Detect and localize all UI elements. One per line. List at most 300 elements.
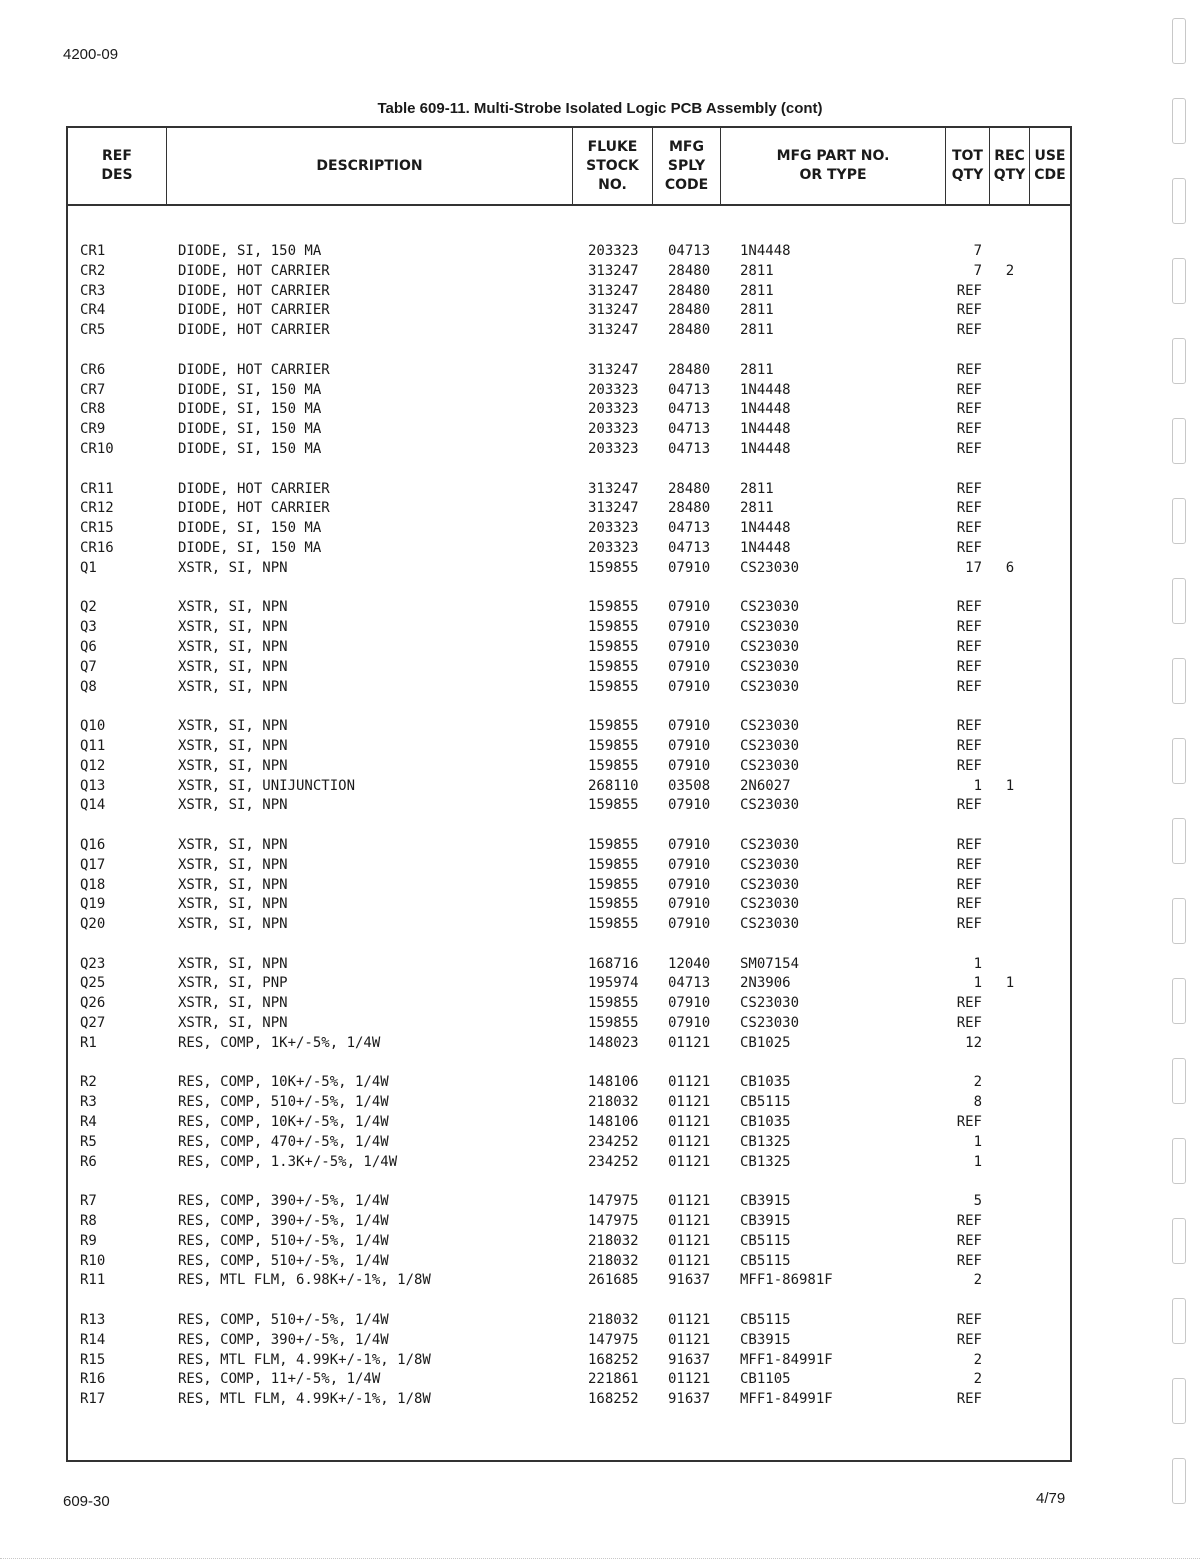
cell-mfg-sply-code: 01121	[668, 1371, 711, 1388]
cell-ref-des: CR3	[80, 282, 106, 299]
header-use-cde: USE CDE	[1034, 148, 1066, 183]
cell-mfg-sply-code: 01121	[668, 1114, 711, 1131]
cell-fluke-stock-no: 195974	[588, 975, 639, 992]
cell-mfg-part-no: 2811	[740, 302, 774, 319]
cell-mfg-part-no: 2811	[740, 282, 774, 299]
header-tot-qty: TOT QTY	[946, 128, 990, 204]
cell-ref-des: CR5	[80, 322, 106, 339]
cell-description: XSTR, SI, NPN	[178, 1015, 288, 1032]
cell-mfg-part-no: CB5115	[740, 1094, 791, 1111]
cell-mfg-part-no: MFF1-84991F	[740, 1351, 833, 1368]
cell-mfg-sply-code: 04713	[668, 381, 711, 398]
cell-mfg-sply-code: 04713	[668, 243, 711, 259]
cell-tot-qty: REF	[956, 995, 982, 1012]
cell-mfg-part-no: CB3915	[740, 1213, 791, 1230]
cell-ref-des: R17	[80, 1391, 106, 1408]
cell-mfg-part-no: CS23030	[740, 737, 800, 754]
cell-tot-qty: REF	[956, 797, 982, 814]
cell-tot-qty: REF	[956, 718, 982, 735]
cell-mfg-part-no: CS23030	[740, 757, 800, 774]
cell-description: RES, COMP, 390+/-5%, 1/4W	[178, 1213, 389, 1230]
cell-mfg-part-no: CB1025	[740, 1034, 791, 1051]
cell-mfg-sply-code: 28480	[668, 282, 711, 299]
cell-ref-des: CR6	[80, 361, 106, 378]
cell-tot-qty: REF	[956, 480, 982, 497]
cell-fluke-stock-no: 234252	[588, 1133, 639, 1150]
cell-mfg-sply-code: 04713	[668, 421, 711, 438]
table-row	[68, 974, 1070, 994]
cell-fluke-stock-no: 218032	[588, 1232, 639, 1249]
cell-ref-des: R16	[80, 1371, 106, 1388]
cell-description: XSTR, SI, UNIJUNCTION	[178, 777, 356, 794]
cell-ref-des: R2	[80, 1074, 97, 1091]
cell-mfg-part-no: CS23030	[740, 836, 800, 853]
cell-mfg-part-no: 2811	[740, 480, 774, 497]
cell-tot-qty: 1	[973, 955, 982, 972]
cell-tot-qty: REF	[956, 638, 982, 655]
cell-description: DIODE, HOT CARRIER	[178, 480, 330, 497]
cell-mfg-sply-code: 07910	[668, 757, 711, 774]
cell-ref-des: R14	[80, 1331, 106, 1348]
table-header	[68, 128, 1070, 206]
cell-mfg-sply-code: 07910	[668, 856, 711, 873]
cell-tot-qty: REF	[956, 1213, 982, 1230]
cell-fluke-stock-no: 268110	[588, 777, 639, 794]
cell-mfg-sply-code: 07910	[668, 678, 711, 695]
cell-tot-qty: REF	[956, 1312, 982, 1329]
cell-fluke-stock-no: 203323	[588, 381, 639, 398]
cell-mfg-part-no: 2811	[740, 500, 774, 517]
table-row	[68, 400, 1070, 420]
table-row	[68, 658, 1070, 678]
cell-ref-des: Q23	[80, 955, 106, 972]
table-row	[68, 1212, 1070, 1232]
cell-fluke-stock-no: 313247	[588, 282, 639, 299]
cell-description: XSTR, SI, NPN	[178, 876, 288, 893]
cell-tot-qty: REF	[956, 1252, 982, 1269]
cell-mfg-sply-code: 91637	[668, 1272, 711, 1289]
cell-fluke-stock-no: 159855	[588, 896, 639, 913]
cell-fluke-stock-no: 159855	[588, 599, 639, 616]
cell-mfg-part-no: 1N4448	[740, 421, 791, 438]
cell-fluke-stock-no: 313247	[588, 322, 639, 339]
cell-ref-des: Q3	[80, 619, 97, 636]
cell-mfg-sply-code: 07910	[668, 896, 711, 913]
cell-fluke-stock-no: 148106	[588, 1114, 639, 1131]
cell-rec-qty: 1	[1005, 777, 1015, 794]
table-row	[68, 1271, 1070, 1291]
cell-description: RES, COMP, 470+/-5%, 1/4W	[178, 1133, 389, 1150]
cell-mfg-part-no: 2811	[740, 262, 774, 279]
table-row	[68, 499, 1070, 519]
cell-fluke-stock-no: 159855	[588, 876, 639, 893]
cell-description: XSTR, SI, NPN	[178, 995, 288, 1012]
table-row	[68, 717, 1070, 737]
cell-mfg-sply-code: 01121	[668, 1133, 711, 1150]
cell-fluke-stock-no: 148023	[588, 1034, 639, 1051]
table-row	[68, 1232, 1070, 1252]
table-row	[68, 638, 1070, 658]
cell-tot-qty: REF	[956, 757, 982, 774]
cell-mfg-sply-code: 28480	[668, 302, 711, 319]
cell-ref-des: R4	[80, 1114, 97, 1131]
cell-ref-des: CR11	[80, 480, 114, 497]
cell-tot-qty: 2	[973, 1351, 982, 1368]
table-row	[68, 519, 1070, 539]
cell-fluke-stock-no: 234252	[588, 1153, 639, 1170]
header-mfg-part-no: MFG PART NO. OR TYPE	[721, 128, 946, 204]
cell-ref-des: Q10	[80, 718, 106, 735]
table-row	[68, 1113, 1070, 1133]
cell-mfg-sply-code: 01121	[668, 1094, 711, 1111]
cell-ref-des: Q19	[80, 896, 106, 913]
cell-mfg-part-no: 2N3906	[740, 975, 791, 992]
cell-mfg-sply-code: 01121	[668, 1232, 711, 1249]
cell-mfg-part-no: CB1105	[740, 1371, 791, 1388]
cell-description: DIODE, HOT CARRIER	[178, 361, 330, 378]
cell-rec-qty: 1	[1005, 975, 1015, 992]
cell-description: RES, COMP, 390+/-5%, 1/4W	[178, 1193, 389, 1210]
header-mfg-sply-code: MFG SPLY CODE	[653, 128, 721, 204]
cell-ref-des: CR16	[80, 539, 114, 556]
cell-tot-qty: REF	[956, 836, 982, 853]
cell-mfg-sply-code: 01121	[668, 1213, 711, 1230]
cell-description: RES, MTL FLM, 4.99K+/-1%, 1/8W	[178, 1391, 431, 1408]
cell-ref-des: R1	[80, 1034, 97, 1051]
cell-fluke-stock-no: 168716	[588, 955, 639, 972]
table-row	[68, 361, 1070, 381]
cell-tot-qty: REF	[956, 322, 982, 339]
cell-tot-qty: 1	[973, 1153, 982, 1170]
header-fluke-stock-no: FLUKE STOCK NO.	[573, 128, 653, 204]
cell-ref-des: Q25	[80, 975, 106, 992]
cell-mfg-sply-code: 28480	[668, 480, 711, 497]
document-id: 4200-09	[63, 46, 119, 63]
cell-description: RES, MTL FLM, 4.99K+/-1%, 1/8W	[178, 1351, 431, 1368]
cell-mfg-part-no: CS23030	[740, 658, 800, 675]
cell-mfg-sply-code: 07910	[668, 876, 711, 893]
cell-tot-qty: 2	[973, 1371, 982, 1388]
table-title: Table 609-11. Multi-Strobe Isolated Logic PCB Assembly (cont)	[377, 100, 823, 117]
cell-tot-qty: 5	[973, 1193, 982, 1210]
cell-description: XSTR, SI, NPN	[178, 896, 288, 913]
cell-tot-qty: 1	[973, 975, 982, 992]
cell-mfg-part-no: CB1035	[740, 1074, 791, 1091]
cell-mfg-sply-code: 07910	[668, 599, 711, 616]
cell-ref-des: CR7	[80, 381, 106, 398]
cell-tot-qty: REF	[956, 401, 982, 418]
cell-mfg-sply-code: 91637	[668, 1351, 711, 1368]
cell-mfg-part-no: CB1325	[740, 1133, 791, 1150]
cell-description: XSTR, SI, NPN	[178, 638, 288, 655]
cell-ref-des: Q1	[80, 559, 97, 576]
cell-ref-des: Q7	[80, 658, 97, 675]
cell-fluke-stock-no: 168252	[588, 1391, 639, 1408]
cell-ref-des: CR10	[80, 440, 114, 457]
table-row	[68, 598, 1070, 618]
parts-table	[66, 126, 1072, 1462]
cell-description: DIODE, SI, 150 MA	[178, 520, 322, 537]
cell-mfg-part-no: 1N4448	[740, 440, 791, 457]
cell-mfg-sply-code: 01121	[668, 1153, 711, 1170]
cell-tot-qty: 7	[973, 243, 982, 259]
cell-fluke-stock-no: 159855	[588, 995, 639, 1012]
table-row	[68, 737, 1070, 757]
cell-tot-qty: REF	[956, 856, 982, 873]
cell-description: RES, COMP, 1K+/-5%, 1/4W	[178, 1034, 381, 1051]
cell-mfg-part-no: CS23030	[740, 1015, 800, 1032]
cell-fluke-stock-no: 218032	[588, 1252, 639, 1269]
cell-mfg-sply-code: 07910	[668, 737, 711, 754]
cell-ref-des: R11	[80, 1272, 106, 1289]
table-row	[68, 876, 1070, 896]
cell-ref-des: Q14	[80, 797, 106, 814]
cell-mfg-part-no: CS23030	[740, 638, 800, 655]
cell-ref-des: R5	[80, 1133, 97, 1150]
cell-mfg-part-no: CS23030	[740, 797, 800, 814]
header-description: DESCRIPTION	[167, 128, 573, 204]
table-row	[68, 539, 1070, 559]
table-row	[68, 559, 1070, 579]
cell-ref-des: Q18	[80, 876, 106, 893]
cell-description: DIODE, HOT CARRIER	[178, 282, 330, 299]
cell-ref-des: Q6	[80, 638, 97, 655]
cell-ref-des: R15	[80, 1351, 106, 1368]
cell-fluke-stock-no: 221861	[588, 1371, 639, 1388]
cell-ref-des: Q16	[80, 836, 106, 853]
cell-mfg-sply-code: 07910	[668, 559, 711, 576]
table-row	[68, 282, 1070, 302]
cell-fluke-stock-no: 218032	[588, 1312, 639, 1329]
cell-description: XSTR, SI, NPN	[178, 955, 288, 972]
table-row	[68, 480, 1070, 500]
cell-tot-qty: REF	[956, 500, 982, 517]
cell-mfg-sply-code: 01121	[668, 1193, 711, 1210]
cell-description: RES, COMP, 10K+/-5%, 1/4W	[178, 1114, 389, 1131]
cell-fluke-stock-no: 313247	[588, 480, 639, 497]
table-row	[68, 321, 1070, 341]
cell-mfg-sply-code: 07910	[668, 658, 711, 675]
cell-mfg-sply-code: 07910	[668, 619, 711, 636]
cell-description: XSTR, SI, NPN	[178, 737, 288, 754]
cell-description: XSTR, SI, NPN	[178, 658, 288, 675]
cell-tot-qty: REF	[956, 599, 982, 616]
cell-tot-qty: REF	[956, 737, 982, 754]
cell-description: XSTR, SI, NPN	[178, 678, 288, 695]
cell-description: RES, COMP, 510+/-5%, 1/4W	[178, 1312, 389, 1329]
table-row	[68, 1390, 1070, 1410]
cell-mfg-part-no: 1N4448	[740, 381, 791, 398]
cell-ref-des: R13	[80, 1312, 106, 1329]
cell-tot-qty: 17	[965, 559, 982, 576]
cell-fluke-stock-no: 159855	[588, 559, 639, 576]
cell-description: XSTR, SI, PNP	[178, 975, 288, 992]
cell-mfg-part-no: CB1035	[740, 1114, 791, 1131]
cell-fluke-stock-no: 313247	[588, 302, 639, 319]
cell-fluke-stock-no: 203323	[588, 539, 639, 556]
cell-mfg-part-no: CB3915	[740, 1331, 791, 1348]
cell-tot-qty: REF	[956, 1114, 982, 1131]
cell-ref-des: CR15	[80, 520, 114, 537]
cell-mfg-part-no: MFF1-84991F	[740, 1391, 833, 1408]
table-row	[68, 1073, 1070, 1093]
cell-mfg-sply-code: 01121	[668, 1252, 711, 1269]
table-row	[68, 262, 1070, 282]
cell-description: DIODE, SI, 150 MA	[178, 381, 322, 398]
table-row	[68, 1093, 1070, 1113]
cell-description: XSTR, SI, NPN	[178, 559, 288, 576]
cell-mfg-part-no: CS23030	[740, 856, 800, 873]
cell-ref-des: Q20	[80, 916, 106, 933]
cell-mfg-part-no: 1N4448	[740, 401, 791, 418]
cell-tot-qty: REF	[956, 619, 982, 636]
cell-fluke-stock-no: 159855	[588, 757, 639, 774]
cell-fluke-stock-no: 203323	[588, 520, 639, 537]
cell-description: XSTR, SI, NPN	[178, 856, 288, 873]
table-row	[68, 757, 1070, 777]
cell-mfg-sply-code: 91637	[668, 1391, 711, 1408]
cell-fluke-stock-no: 159855	[588, 718, 639, 735]
cell-tot-qty: REF	[956, 678, 982, 695]
table-row	[68, 836, 1070, 856]
cell-mfg-part-no: 1N4448	[740, 520, 791, 537]
cell-ref-des: CR4	[80, 302, 106, 319]
cell-fluke-stock-no: 147975	[588, 1213, 639, 1230]
cell-description: DIODE, HOT CARRIER	[178, 262, 330, 279]
cell-tot-qty: REF	[956, 421, 982, 438]
cell-mfg-sply-code: 28480	[668, 262, 711, 279]
cell-fluke-stock-no: 147975	[588, 1193, 639, 1210]
cell-ref-des: Q27	[80, 1015, 106, 1032]
table-row	[68, 1014, 1070, 1034]
table-row	[68, 1034, 1070, 1054]
cell-mfg-part-no: CB5115	[740, 1232, 791, 1249]
cell-fluke-stock-no: 168252	[588, 1351, 639, 1368]
cell-tot-qty: REF	[956, 282, 982, 299]
cell-description: XSTR, SI, NPN	[178, 599, 288, 616]
cell-mfg-part-no: 2811	[740, 322, 774, 339]
table-row	[68, 618, 1070, 638]
cell-ref-des: Q13	[80, 777, 106, 794]
cell-description: DIODE, SI, 150 MA	[178, 421, 322, 438]
cell-description: RES, COMP, 10K+/-5%, 1/4W	[178, 1074, 389, 1091]
cell-mfg-sply-code: 04713	[668, 440, 711, 457]
cell-rec-qty: 2	[1005, 262, 1015, 279]
cell-mfg-sply-code: 04713	[668, 401, 711, 418]
cell-description: RES, MTL FLM, 6.98K+/-1%, 1/8W	[178, 1272, 431, 1289]
cell-mfg-part-no: CS23030	[740, 896, 800, 913]
cell-rec-qty: 6	[1005, 559, 1015, 576]
cell-description: XSTR, SI, NPN	[178, 718, 288, 735]
cell-ref-des: Q17	[80, 856, 106, 873]
cell-mfg-sply-code: 04713	[668, 975, 711, 992]
cell-tot-qty: REF	[956, 302, 982, 319]
cell-tot-qty: 2	[973, 1272, 982, 1289]
cell-ref-des: R10	[80, 1252, 106, 1269]
cell-mfg-part-no: CB3915	[740, 1193, 791, 1210]
table-row	[68, 678, 1070, 698]
cell-mfg-part-no: CS23030	[740, 678, 800, 695]
cell-tot-qty: REF	[956, 440, 982, 457]
cell-fluke-stock-no: 159855	[588, 916, 639, 933]
cell-tot-qty: REF	[956, 361, 982, 378]
cell-ref-des: CR2	[80, 262, 106, 279]
cell-fluke-stock-no: 203323	[588, 243, 639, 259]
cell-mfg-sply-code: 07910	[668, 836, 711, 853]
cell-mfg-sply-code: 01121	[668, 1074, 711, 1091]
cell-description: RES, COMP, 390+/-5%, 1/4W	[178, 1331, 389, 1348]
cell-tot-qty: 12	[965, 1034, 982, 1051]
cell-mfg-part-no: 1N4448	[740, 243, 791, 259]
cell-description: DIODE, SI, 150 MA	[178, 243, 322, 259]
cell-description: DIODE, HOT CARRIER	[178, 322, 330, 339]
cell-tot-qty: REF	[956, 916, 982, 933]
header-ref-des: REF DES	[68, 128, 167, 204]
cell-tot-qty: REF	[956, 1391, 982, 1408]
cell-mfg-part-no: CB5115	[740, 1252, 791, 1269]
table-row	[68, 796, 1070, 816]
cell-fluke-stock-no: 159855	[588, 797, 639, 814]
cell-description: XSTR, SI, NPN	[178, 757, 288, 774]
cell-mfg-sply-code: 01121	[668, 1312, 711, 1329]
table-row	[68, 381, 1070, 401]
cell-description: RES, COMP, 11+/-5%, 1/4W	[178, 1371, 381, 1388]
cell-tot-qty: 7	[973, 262, 982, 279]
cell-mfg-sply-code: 07910	[668, 1015, 711, 1032]
cell-ref-des: Q8	[80, 678, 97, 695]
cell-tot-qty: 1	[973, 1133, 982, 1150]
cell-mfg-part-no: CS23030	[740, 995, 800, 1012]
cell-fluke-stock-no: 218032	[588, 1094, 639, 1111]
cell-mfg-part-no: 1N4448	[740, 539, 791, 556]
cell-mfg-sply-code: 01121	[668, 1331, 711, 1348]
cell-description: DIODE, HOT CARRIER	[178, 302, 330, 319]
table-row	[68, 777, 1070, 797]
cell-ref-des: R6	[80, 1153, 97, 1170]
cell-mfg-part-no: 2N6027	[740, 777, 791, 794]
cell-tot-qty: REF	[956, 539, 982, 556]
table-row	[68, 242, 1070, 262]
page-number: 609-30	[63, 1493, 110, 1510]
cell-mfg-part-no: CS23030	[740, 916, 800, 933]
cell-fluke-stock-no: 147975	[588, 1331, 639, 1348]
cell-tot-qty: 2	[973, 1074, 982, 1091]
cell-fluke-stock-no: 313247	[588, 361, 639, 378]
cell-description: XSTR, SI, NPN	[178, 836, 288, 853]
cell-description: DIODE, SI, 150 MA	[178, 440, 322, 457]
cell-tot-qty: REF	[956, 896, 982, 913]
table-row	[68, 1133, 1070, 1153]
cell-mfg-part-no: CB5115	[740, 1312, 791, 1329]
cell-ref-des: Q26	[80, 995, 106, 1012]
cell-mfg-sply-code: 12040	[668, 955, 711, 972]
cell-mfg-sply-code: 01121	[668, 1034, 711, 1051]
cell-fluke-stock-no: 159855	[588, 619, 639, 636]
cell-mfg-part-no: CB1325	[740, 1153, 791, 1170]
table-row	[68, 1370, 1070, 1390]
cell-fluke-stock-no: 203323	[588, 440, 639, 457]
cell-mfg-part-no: 2811	[740, 361, 774, 378]
cell-mfg-part-no: CS23030	[740, 619, 800, 636]
table-row	[68, 994, 1070, 1014]
cell-mfg-part-no: CS23030	[740, 718, 800, 735]
cell-tot-qty: REF	[956, 381, 982, 398]
cell-ref-des: Q11	[80, 737, 106, 754]
cell-fluke-stock-no: 159855	[588, 737, 639, 754]
cell-fluke-stock-no: 159855	[588, 638, 639, 655]
table-row	[68, 1351, 1070, 1371]
cell-description: RES, COMP, 1.3K+/-5%, 1/4W	[178, 1153, 398, 1170]
